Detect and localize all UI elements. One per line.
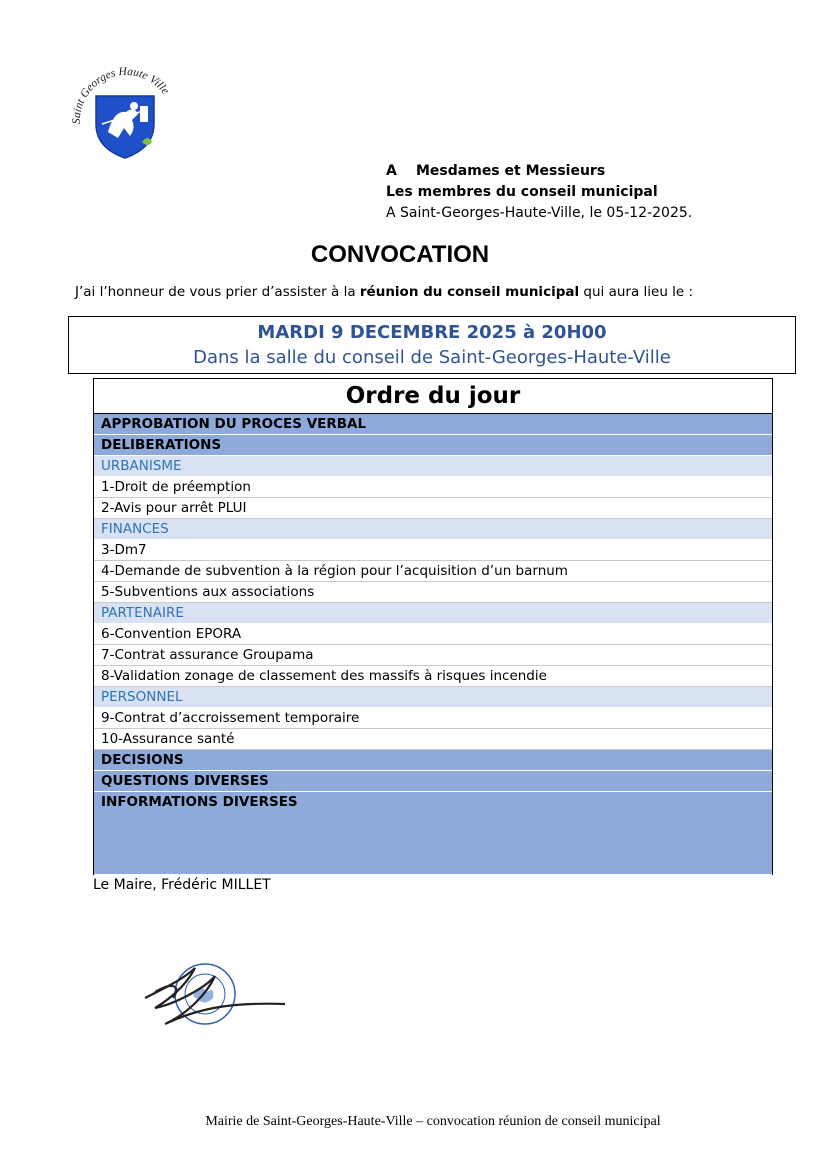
- agenda-section: DELIBERATIONS: [94, 435, 772, 456]
- agenda-rows: [94, 414, 772, 875]
- agenda-table: [93, 378, 773, 875]
- address-place-date: A Saint-Georges-Haute-Ville, le 05-12-2025.: [386, 205, 693, 221]
- document-title: CONVOCATION: [310, 241, 490, 268]
- agenda-category: FINANCES: [94, 519, 772, 540]
- page-footer: Mairie de Saint-Georges-Haute-Ville – convocation réunion de conseil municipal: [205, 1114, 661, 1129]
- coat-of-arms-icon: [72, 62, 180, 162]
- intro-before: J’ai l’honneur de vous prier d’assister à la: [75, 284, 360, 300]
- agenda-item: 4-Demande de subvention à la région pour l’acquisition d’un barnum: [94, 561, 772, 582]
- agenda-section: INFORMATIONS DIVERSES: [94, 792, 772, 875]
- agenda-item: 2-Avis pour arrêt PLUI: [94, 498, 772, 519]
- address-members: Les membres du conseil municipal: [386, 184, 658, 200]
- agenda-item: 6-Convention EPORA: [94, 624, 772, 645]
- agenda-item: 3-Dm7: [94, 540, 772, 561]
- agenda-item: 1-Droit de préemption: [94, 477, 772, 498]
- intro-after: qui aura lieu le :: [579, 284, 694, 300]
- agenda-section: QUESTIONS DIVERSES: [94, 771, 772, 792]
- logo-arc-text: Saint Georges Haute Ville: [72, 65, 172, 125]
- meeting-box: [68, 316, 796, 374]
- agenda-item: 10-Assurance santé: [94, 729, 772, 750]
- agenda-item: 8-Validation zonage de classement des massifs à risques incendie: [94, 666, 772, 687]
- agenda-category: PARTENAIRE: [94, 603, 772, 624]
- agenda-heading: Ordre du jour: [94, 379, 772, 414]
- signature-stamp: [135, 958, 295, 1038]
- agenda-section: APPROBATION DU PROCES VERBAL: [94, 414, 772, 435]
- agenda-item: 5-Subventions aux associations: [94, 582, 772, 603]
- intro-bold: réunion du conseil municipal: [359, 284, 580, 300]
- address-prefix: A: [386, 163, 397, 179]
- intro-paragraph: [75, 284, 693, 300]
- agenda-item: 7-Contrat assurance Groupama: [94, 645, 772, 666]
- meeting-place: Dans la salle du conseil de Saint-Georges-Haute-Ville: [193, 347, 671, 368]
- signer-name: Le Maire, Frédéric MILLET: [93, 877, 271, 893]
- agenda-category: URBANISME: [94, 456, 772, 477]
- agenda-item: 9-Contrat d’accroissement temporaire: [94, 708, 772, 729]
- agenda-section: DECISIONS: [94, 750, 772, 771]
- agenda-category: PERSONNEL: [94, 687, 772, 708]
- recipient-address: [386, 161, 692, 224]
- municipal-logo: [72, 62, 180, 162]
- signature-icon: [135, 958, 295, 1038]
- meeting-date: MARDI 9 DECEMBRE 2025 à 20H00: [257, 322, 607, 343]
- address-recipients: Mesdames et Messieurs: [416, 163, 606, 179]
